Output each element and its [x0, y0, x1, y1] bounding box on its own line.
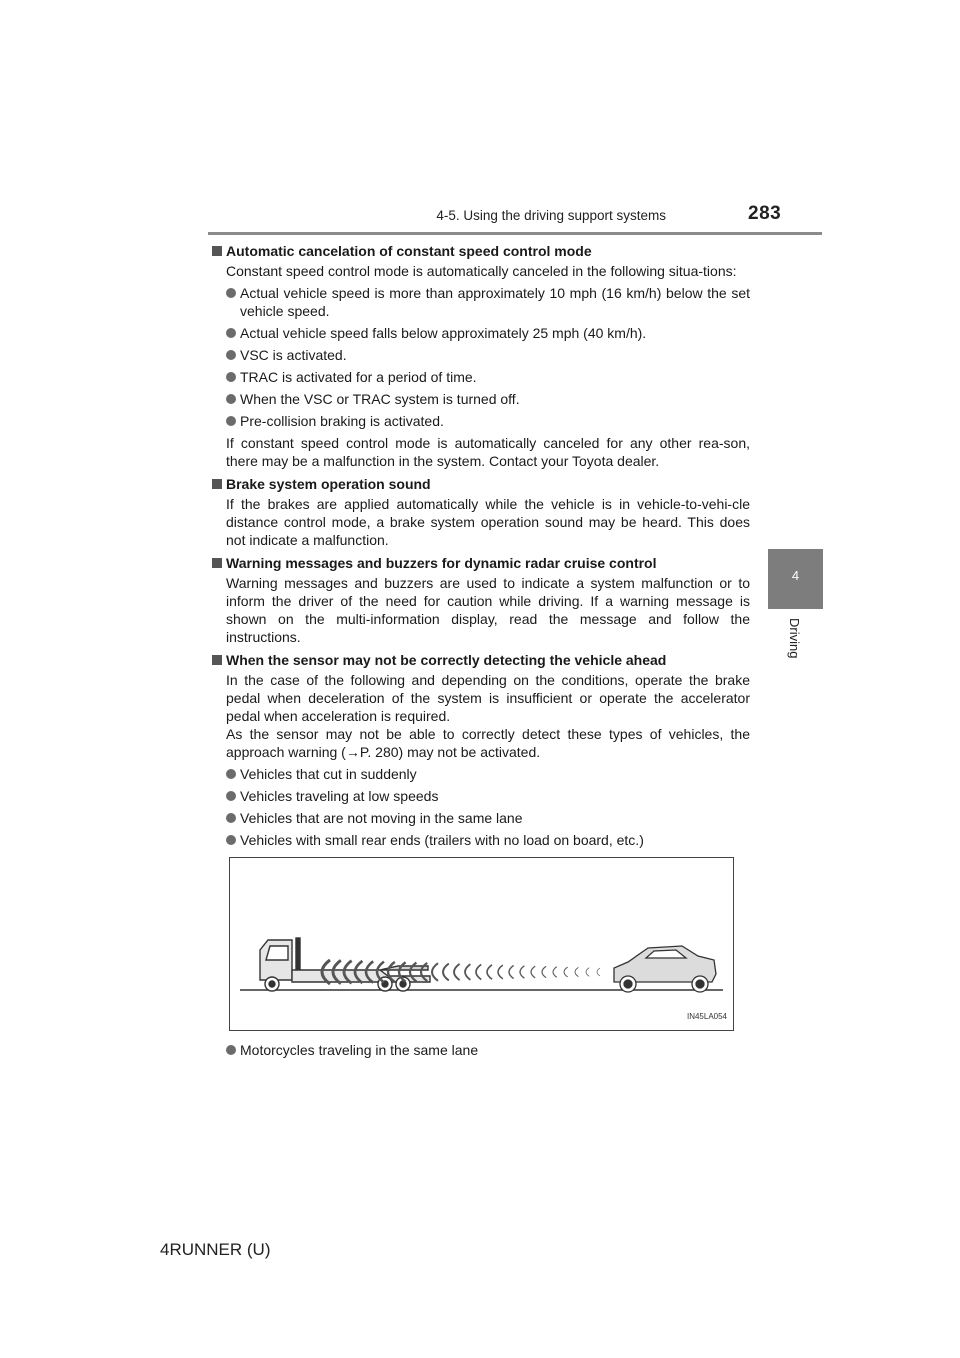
header-rule: [208, 232, 822, 235]
list-item: Vehicles traveling at low speeds: [210, 787, 750, 805]
car-icon: [614, 946, 716, 992]
radar-wave-arc: [432, 963, 438, 981]
list-item: Vehicles that cut in suddenly: [210, 765, 750, 783]
paragraph: As the sensor may not be able to correctly detect these types of vehicles, the approach warning (→P. 280) may not be activated.: [226, 726, 750, 760]
list-item: Vehicles with small rear ends (trailers with no load on board, etc.): [210, 831, 750, 849]
list-item: VSC is activated.: [210, 346, 750, 364]
bullet-dot-icon: [226, 394, 236, 404]
radar-wave-arc: [575, 967, 578, 976]
list-item: Pre-collision braking is activated.: [210, 412, 750, 430]
list-item: When the VSC or TRAC system is turned off.: [210, 390, 750, 408]
paragraph: If the brakes are applied automatically while the vehicle is in vehicle-to-vehi-cle distance control mode, a brake system operation sound may be heard. This does not indicate a malfunction.: [226, 496, 750, 548]
list-item: Actual vehicle speed falls below approximately 25 mph (40 km/h).: [210, 324, 750, 342]
radar-wave-arc: [509, 965, 514, 978]
chapter-tab-label: Driving: [787, 618, 802, 659]
paragraph: Warning messages and buzzers are used to indicate a system malfunction or to inform the driver of the need for caution while driving. If a warning message is shown on the multi-information display, read the message and follow the instructions.: [226, 575, 750, 645]
figure-code: IN45LA054: [686, 1012, 727, 1021]
section-heading: Automatic cancelation of constant speed control mode: [210, 242, 750, 260]
radar-wave-arc: [465, 964, 470, 980]
bullet-dot-icon: [226, 328, 236, 338]
bullet-dot-icon: [226, 769, 236, 779]
list-item: Vehicles that are not moving in the same lane: [210, 809, 750, 827]
section-heading: Warning messages and buzzers for dynamic radar cruise control: [210, 554, 750, 572]
list-item: Motorcycles traveling in the same lane: [210, 1041, 750, 1059]
radar-wave-arc: [553, 967, 557, 978]
chapter-tab-number: 4: [791, 568, 800, 583]
section-heading: When the sensor may not be correctly detecting the vehicle ahead: [210, 651, 750, 669]
paragraph: If constant speed control mode is automatically canceled for any other rea-son, there may be a malfunction in the system. Contact your Toyota dealer.: [226, 435, 750, 469]
bullet-dot-icon: [226, 416, 236, 426]
radar-wave-arc: [586, 968, 589, 977]
section-title: 4-5. Using the driving support systems: [436, 208, 666, 223]
radar-wave-arc: [597, 968, 600, 976]
square-bullet-icon: [212, 246, 222, 256]
bullet-dot-icon: [226, 288, 236, 298]
bullet-dot-icon: [226, 350, 236, 360]
section-heading: Brake system operation sound: [210, 475, 750, 493]
radar-wave-arc: [443, 964, 449, 981]
radar-wave-arc: [542, 966, 546, 977]
bullet-dot-icon: [226, 372, 236, 382]
radar-wave-arc: [454, 964, 460, 980]
radar-wave-arc: [487, 965, 492, 979]
radar-wave-arc: [498, 965, 503, 979]
square-bullet-icon: [212, 479, 222, 489]
illustration-trailer-and-car: [229, 857, 734, 1031]
radar-wave-arc: [564, 967, 568, 977]
list-item: TRAC is activated for a period of time.: [210, 368, 750, 386]
paragraph: Constant speed control mode is automatically canceled in the following situa-tions:: [226, 263, 737, 279]
radar-wave-arc: [476, 964, 481, 979]
page-number: 283: [748, 203, 782, 224]
bullet-dot-icon: [226, 1045, 236, 1055]
square-bullet-icon: [212, 558, 222, 568]
radar-wave-arc: [531, 966, 535, 978]
radar-wave-arc: [520, 966, 524, 978]
footer-model: 4RUNNER (U): [160, 1240, 271, 1259]
paragraph: In the case of the following and depending on the conditions, operate the brake pedal when deceleration of the system is insufficient or operate the accelerator pedal when acceleration is required.: [226, 672, 750, 724]
radar-illustration: [230, 858, 733, 1030]
bullet-dot-icon: [226, 791, 236, 801]
list-item: Actual vehicle speed is more than approximately 10 mph (16 km/h) below the set vehicle speed.: [210, 284, 750, 320]
main-content: [210, 242, 750, 1059]
square-bullet-icon: [212, 655, 222, 665]
bullet-dot-icon: [226, 835, 236, 845]
bullet-dot-icon: [226, 813, 236, 823]
